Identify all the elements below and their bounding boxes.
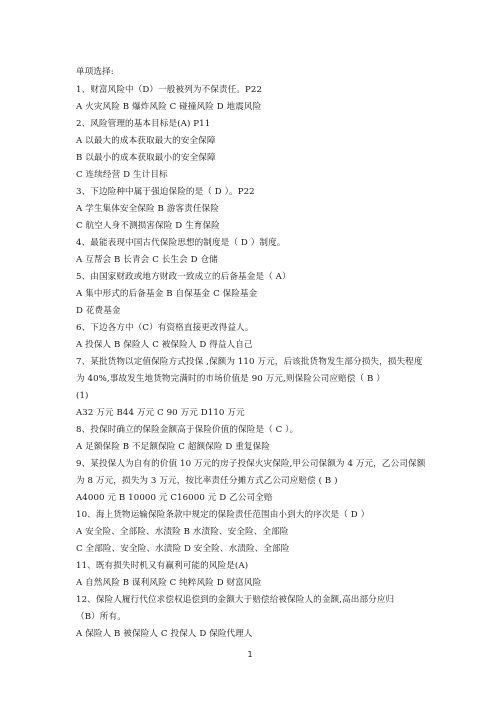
question-10: 10、海上货物运输保险条款中规定的保险责任范围由小到大的序次是（ D ） bbox=[76, 510, 370, 520]
question-9-options: A4000 元 B 10000 元 C16000 元 D 乙公司全赔 bbox=[76, 493, 273, 503]
question-6-options: A 投保人 B 保险人 C 被保险人 D 得益人自己 bbox=[76, 340, 253, 350]
question-5-option-d: D 花费基金 bbox=[76, 306, 121, 316]
question-5-options-abc: A 集中形式的后备基金 B 自保基金 C 保险基金 bbox=[76, 289, 258, 299]
question-12: 12、保险人履行代位求偿权追偿到的金额大于赔偿给被保险人的金额,高出部分应归 bbox=[76, 595, 395, 605]
question-7: 7、某批货物以定值保险方式投保 ,保额为 110 万元，后该批货物发生部分损失，损失程度 bbox=[76, 357, 423, 367]
section-heading: 单项选择: bbox=[76, 67, 114, 77]
question-3-options-ab: A 学生集体安全保险 B 游客责任保险 bbox=[76, 204, 219, 214]
question-8: 8、投保时确立的保险金额高于保险价值的保险是（ C ）。 bbox=[76, 425, 299, 435]
question-8-options: A 足额保险 B 不足额保险 C 超额保险 D 重复保险 bbox=[76, 442, 271, 452]
question-2-option-b: B 以最小的成本获取最小的安全保障 bbox=[76, 153, 216, 163]
question-12-cont: （B）所有。 bbox=[76, 612, 126, 622]
question-1-options: A 火灾风险 B 爆炸风险 C 碰撞风险 D 地震风险 bbox=[76, 102, 262, 112]
question-4: 4、最能表现中国古代保险思想的制度是（ D ）制度。 bbox=[76, 238, 286, 248]
question-9: 9、某投保人为自有的价值 10 万元的房子投保火灾保险,甲公司保额为 4 万元，乙公司保额 bbox=[76, 459, 426, 469]
question-7-options: A32 万元 B44 万元 C 90 万元 D110 万元 bbox=[76, 408, 245, 418]
question-4-options: A 互帮会 B 长青会 C 长生会 D 仓储 bbox=[76, 255, 218, 265]
question-9-cont: 为 8 万元，损失为 3 万元，按比率责任分摊方式乙公司应赔偿 ( B ) bbox=[76, 476, 338, 486]
question-3-options-cd: C 航空人身不测损害保险 D 生育保险 bbox=[76, 221, 220, 231]
question-11-options: A 自然风险 B 谋利风险 C 纯粹风险 D 财富风险 bbox=[76, 578, 262, 588]
question-12-options: A 保险人 B 被保险人 C 投保人 D 保险代理人 bbox=[76, 629, 253, 639]
question-11: 11、既有损失时机又有赢利可能的风险是(A) bbox=[76, 561, 249, 571]
question-6: 6、下边各方中（C）有资格直接更改得益人。 bbox=[76, 323, 254, 333]
question-5: 5、由国家财政或地方财政一致成立的后备基金是（ A） bbox=[76, 272, 291, 282]
question-7-cont: 为 40%,事故发生地货物完满时的市场价值是 90 万元,则保险公司应赔偿（ B ） bbox=[76, 374, 385, 384]
question-10-options-cd: C 全部险、安全险、水渍险 D 安全险、水渍险、全部险 bbox=[76, 544, 290, 554]
question-1: 1、财富风险中（D）一般被列为不保责任。P22 bbox=[76, 85, 263, 95]
question-2: 2、风险管理的基本目标是(A) P11 bbox=[76, 119, 211, 129]
question-3: 3、下边险种中属于强迫保险的是（ D ）。P22 bbox=[76, 187, 255, 197]
question-10-options-ab: A 安全险、全部险、水渍险 B 水渍险、安全险、全部险 bbox=[76, 527, 289, 537]
question-2-option-a: A 以最大的成本获取最大的安全保障 bbox=[76, 136, 216, 146]
page-number: 1 bbox=[247, 650, 253, 659]
question-7-note: (1) bbox=[76, 391, 89, 401]
question-2-options-cd: C 连续经营 D 生计目标 bbox=[76, 170, 168, 180]
